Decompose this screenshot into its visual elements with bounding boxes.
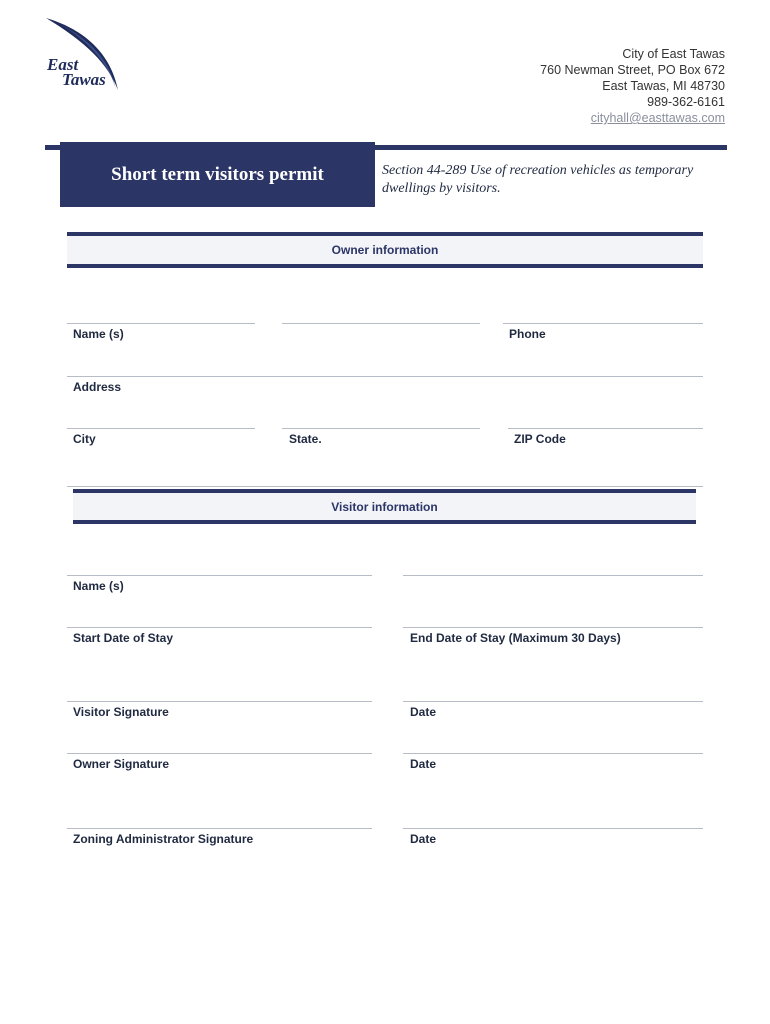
owner-city-field[interactable] <box>67 428 255 429</box>
section-reference: Section 44-289 Use of recreation vehicles as temporary dwellings by visitors. <box>382 163 694 196</box>
page-title: Short term visitors permit <box>111 163 324 185</box>
owner-address-label: Address <box>73 380 122 394</box>
owner-zip-label: ZIP Code <box>514 432 566 446</box>
owner-name-field-2[interactable] <box>282 323 480 324</box>
end-date-label: End Date of Stay (Maximum 30 Days) <box>410 631 621 645</box>
owner-city-label: City <box>73 432 96 446</box>
visitor-info-heading: Visitor information <box>331 499 438 514</box>
zoning-signature-field[interactable] <box>67 828 372 829</box>
city-name: City of East Tawas <box>622 47 725 61</box>
visitor-info-banner <box>73 489 696 524</box>
owner-state-label: State. <box>289 432 322 446</box>
visitor-name-field-2[interactable] <box>403 575 703 576</box>
email-link[interactable]: cityhall@easttawas.com <box>590 111 725 125</box>
logo-text-east: East <box>47 55 79 74</box>
zoning-date-label: Date <box>410 832 437 846</box>
zoning-date-field[interactable] <box>403 828 703 829</box>
owner-date-field[interactable] <box>403 753 703 754</box>
visitor-date-field[interactable] <box>403 701 703 702</box>
zoning-signature-label: Zoning Administrator Signature <box>73 832 254 846</box>
visitor-date-label: Date <box>410 705 437 719</box>
city-state-zip: East Tawas, MI 48730 <box>602 79 725 93</box>
owner-signature-field[interactable] <box>67 753 372 754</box>
owner-info-heading: Owner information <box>331 243 439 257</box>
owner-phone-field[interactable] <box>503 323 703 324</box>
owner-info-banner <box>67 232 703 268</box>
owner-name-field[interactable] <box>67 323 255 324</box>
email-link-wrap <box>591 110 725 126</box>
visitor-signature-label: Visitor Signature <box>73 705 169 719</box>
owner-signature-label: Owner Signature <box>73 757 170 771</box>
owner-state-field[interactable] <box>282 428 480 429</box>
start-date-label: Start Date of Stay <box>73 631 174 645</box>
street-address: 760 Newman Street, PO Box 672 <box>540 63 725 77</box>
owner-name-label: Name (s) <box>73 327 124 341</box>
logo-text-tawas: Tawas <box>62 70 106 89</box>
phone-number: 989-362-6161 <box>647 95 725 109</box>
visitor-signature-field[interactable] <box>67 701 372 702</box>
owner-phone-label: Phone <box>509 327 546 341</box>
visitor-name-label: Name (s) <box>73 579 124 593</box>
section-divider <box>67 486 703 487</box>
start-date-field[interactable] <box>67 627 372 628</box>
end-date-field[interactable] <box>403 627 703 628</box>
owner-address-field[interactable] <box>67 376 703 377</box>
owner-zip-field[interactable] <box>508 428 703 429</box>
owner-date-label: Date <box>410 757 437 771</box>
visitor-name-field[interactable] <box>67 575 372 576</box>
